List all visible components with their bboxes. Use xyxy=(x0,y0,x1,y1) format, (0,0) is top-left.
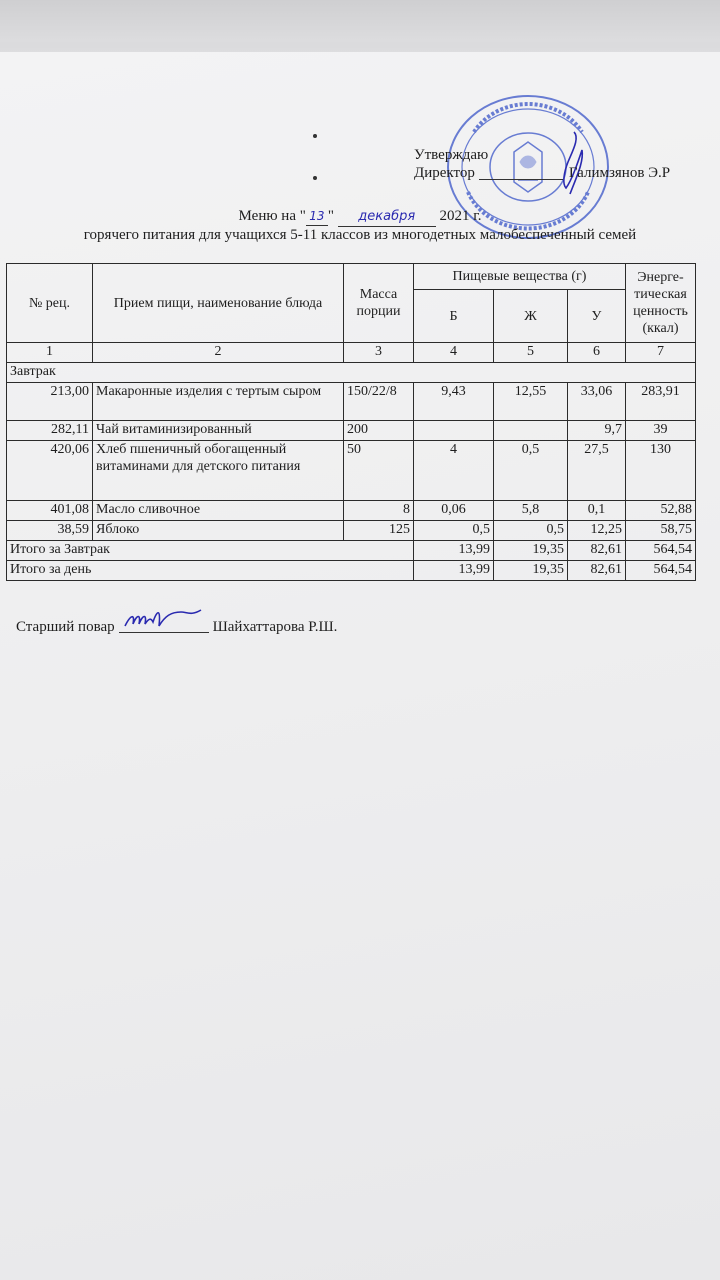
background-fabric xyxy=(0,0,720,58)
cell-u: 33,06 xyxy=(568,383,626,421)
table-row xyxy=(7,521,696,541)
title-quote: " xyxy=(327,208,334,224)
col-number: 3 xyxy=(344,343,414,363)
total-zh: 19,35 xyxy=(494,541,568,561)
title-year: 2021 г. xyxy=(439,208,482,224)
cook-signature-line xyxy=(119,618,209,633)
cell-u: 0,1 xyxy=(568,501,626,521)
cook-name: Шайхаттарова Р.Ш. xyxy=(212,619,338,635)
section-breakfast: Завтрак xyxy=(7,363,696,383)
title-month: декабря xyxy=(338,208,436,227)
header-dish: Прием пищи, наименование блюда xyxy=(93,264,344,343)
approved-label: Утверждаю xyxy=(414,147,489,163)
cell-zh: 5,8 xyxy=(494,501,568,521)
cell-zh: 12,55 xyxy=(494,383,568,421)
cell-mass: 200 xyxy=(344,421,414,441)
menu-title xyxy=(0,207,720,227)
col-number: 1 xyxy=(7,343,93,363)
total-label: Итого за день xyxy=(7,561,414,581)
cell-dish: Хлеб пшеничный обогащенный витаминами для детского питания xyxy=(93,441,344,501)
binder-hole-dot xyxy=(313,134,317,138)
director-name: Галимзянов Э.Р xyxy=(568,165,671,181)
cell-kcal: 39 xyxy=(626,421,696,441)
header-zh: Ж xyxy=(494,290,568,343)
col-number: 6 xyxy=(568,343,626,363)
cook-label: Старший повар xyxy=(16,619,115,635)
cell-b: 4 xyxy=(414,441,494,501)
cell-b: 0,5 xyxy=(414,521,494,541)
cell-rec: 213,00 xyxy=(7,383,93,421)
cell-mass: 50 xyxy=(344,441,414,501)
cell-rec: 38,59 xyxy=(7,521,93,541)
binder-hole-dot xyxy=(313,176,317,180)
total-b: 13,99 xyxy=(414,561,494,581)
cell-kcal: 283,91 xyxy=(626,383,696,421)
cell-kcal: 58,75 xyxy=(626,521,696,541)
cell-mass: 125 xyxy=(344,521,414,541)
cell-dish: Чай витаминизированный xyxy=(93,421,344,441)
title-prefix: Меню на " xyxy=(238,208,306,224)
total-row-day xyxy=(7,561,696,581)
header-u: У xyxy=(568,290,626,343)
cell-rec: 282,11 xyxy=(7,421,93,441)
cook-signature-block xyxy=(16,618,337,636)
cell-zh: 0,5 xyxy=(494,441,568,501)
col-number: 2 xyxy=(93,343,344,363)
cell-dish: Яблоко xyxy=(93,521,344,541)
cell-b xyxy=(414,421,494,441)
title-day: 13 xyxy=(306,207,328,226)
cell-dish: Масло сливочное xyxy=(93,501,344,521)
table-row xyxy=(7,441,696,501)
cell-rec: 401,08 xyxy=(7,501,93,521)
cell-kcal: 52,88 xyxy=(626,501,696,521)
director-signature-line xyxy=(479,165,563,180)
table-row xyxy=(7,383,696,421)
cook-signature xyxy=(121,606,205,632)
total-b: 13,99 xyxy=(414,541,494,561)
menu-subtitle: горячего питания для учащихся 5-11 классов из многодетных малобеспеченный семей xyxy=(83,227,637,243)
cell-u: 12,25 xyxy=(568,521,626,541)
col-number: 7 xyxy=(626,343,696,363)
cell-rec: 420,06 xyxy=(7,441,93,501)
table-row xyxy=(7,501,696,521)
cell-mass: 8 xyxy=(344,501,414,521)
total-label: Итого за Завтрак xyxy=(7,541,414,561)
cell-b: 9,43 xyxy=(414,383,494,421)
cell-kcal: 130 xyxy=(626,441,696,501)
col-number: 4 xyxy=(414,343,494,363)
total-kcal: 564,54 xyxy=(626,541,696,561)
cell-zh: 0,5 xyxy=(494,521,568,541)
header-energy: Энерге-тическая ценность (ккал) xyxy=(626,264,696,343)
cell-u: 9,7 xyxy=(568,421,626,441)
cell-u: 27,5 xyxy=(568,441,626,501)
cell-dish: Макаронные изделия с тертым сыром xyxy=(93,383,344,421)
cell-mass: 150/22/8 xyxy=(344,383,414,421)
cell-zh xyxy=(494,421,568,441)
header-nutrients: Пищевые вещества (г) xyxy=(414,264,626,290)
table-row xyxy=(7,421,696,441)
header-recipe-no: № рец. xyxy=(7,264,93,343)
cell-b: 0,06 xyxy=(414,501,494,521)
director-label: Директор xyxy=(414,165,475,181)
total-zh: 19,35 xyxy=(494,561,568,581)
header-mass: Масса порции xyxy=(344,264,414,343)
menu-table xyxy=(6,263,696,581)
approval-block xyxy=(414,146,670,182)
total-u: 82,61 xyxy=(568,561,626,581)
header-b: Б xyxy=(414,290,494,343)
total-u: 82,61 xyxy=(568,541,626,561)
total-row-breakfast xyxy=(7,541,696,561)
total-kcal: 564,54 xyxy=(626,561,696,581)
col-number: 5 xyxy=(494,343,568,363)
